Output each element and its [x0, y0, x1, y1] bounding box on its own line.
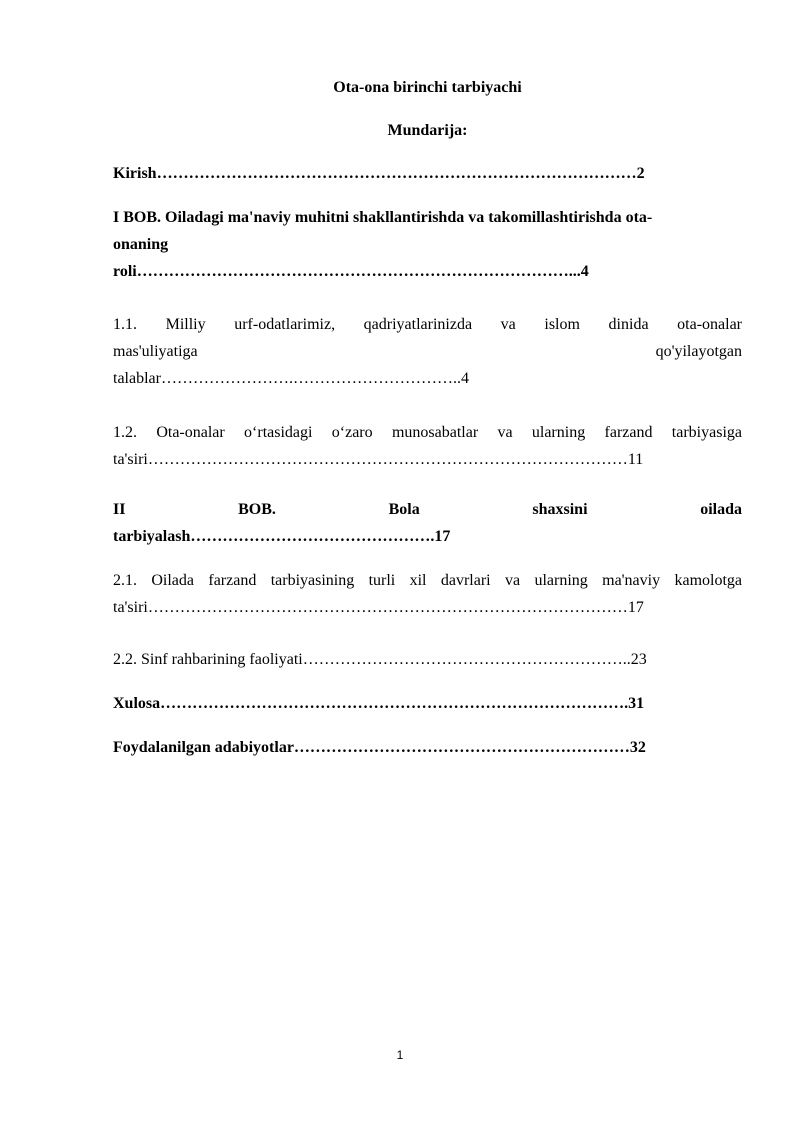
toc-entry-xulosa — [113, 690, 742, 717]
toc-entry-text: tarbiyalash……………………………………….17 — [113, 528, 451, 545]
toc-entry-text: II BOB. Bola shaxsini oilada — [113, 501, 742, 518]
toc-entry-2-2 — [113, 646, 742, 673]
toc-entry-text: 2.2. Sinf rahbarining faoliyati……………………………………………………..23 — [113, 651, 647, 668]
toc-entry-bob2 — [113, 496, 742, 550]
toc-entry-bob1 — [113, 204, 742, 285]
toc-entry-text: Kirish………………………………………………………………………………2 — [113, 165, 645, 182]
toc-entry-text: ta'siri………………………………………………………………………………11 — [113, 451, 644, 468]
toc-entry-text: 1.2. Ota-onalar o‘rtasidagi o‘zaro munosabatlar va ularning farzand tarbiyasiga — [113, 424, 742, 441]
toc-entry-text: 1.1. Milliy urf-odatlarimiz, qadriyatlarinizda va islom dinida ota-onalar — [113, 316, 742, 333]
page-number: 1 — [396, 1048, 404, 1062]
contents-heading: Mundarija: — [387, 122, 468, 139]
toc-entry-text: ta'siri………………………………………………………………………………17 — [113, 599, 644, 616]
toc-entry-2-1 — [113, 567, 742, 621]
toc-entry-text: talablar…………………….…………………………..4 — [113, 370, 469, 387]
toc-entry-text: onaning — [113, 236, 169, 253]
document-title: Ota-ona birinchi tarbiyachi — [333, 79, 522, 96]
toc-entry-adabiyotlar — [113, 734, 742, 761]
toc-entry-text: Xulosa…………………………………………………………………………….31 — [113, 695, 645, 712]
toc-entry-text: mas'uliyatiga qo'yilayotgan — [113, 343, 742, 360]
toc-entry-text: roli………………………………………………………………………...4 — [113, 263, 589, 280]
toc-entry-kirish — [113, 160, 742, 187]
toc-entry-1-1 — [113, 311, 742, 392]
toc-entry-text: I BOB. Oiladagi ma'naviy muhitni shakllantirishda va takomillashtirishda ota- — [113, 209, 653, 226]
toc-entry-text: Foydalanilgan adabiyotlar………………………………………………………32 — [113, 739, 646, 756]
toc-entry-1-2 — [113, 419, 742, 473]
toc-entry-text: 2.1. Oilada farzand tarbiyasining turli xil davrlari va ularning ma'naviy kamolotga — [113, 572, 742, 589]
